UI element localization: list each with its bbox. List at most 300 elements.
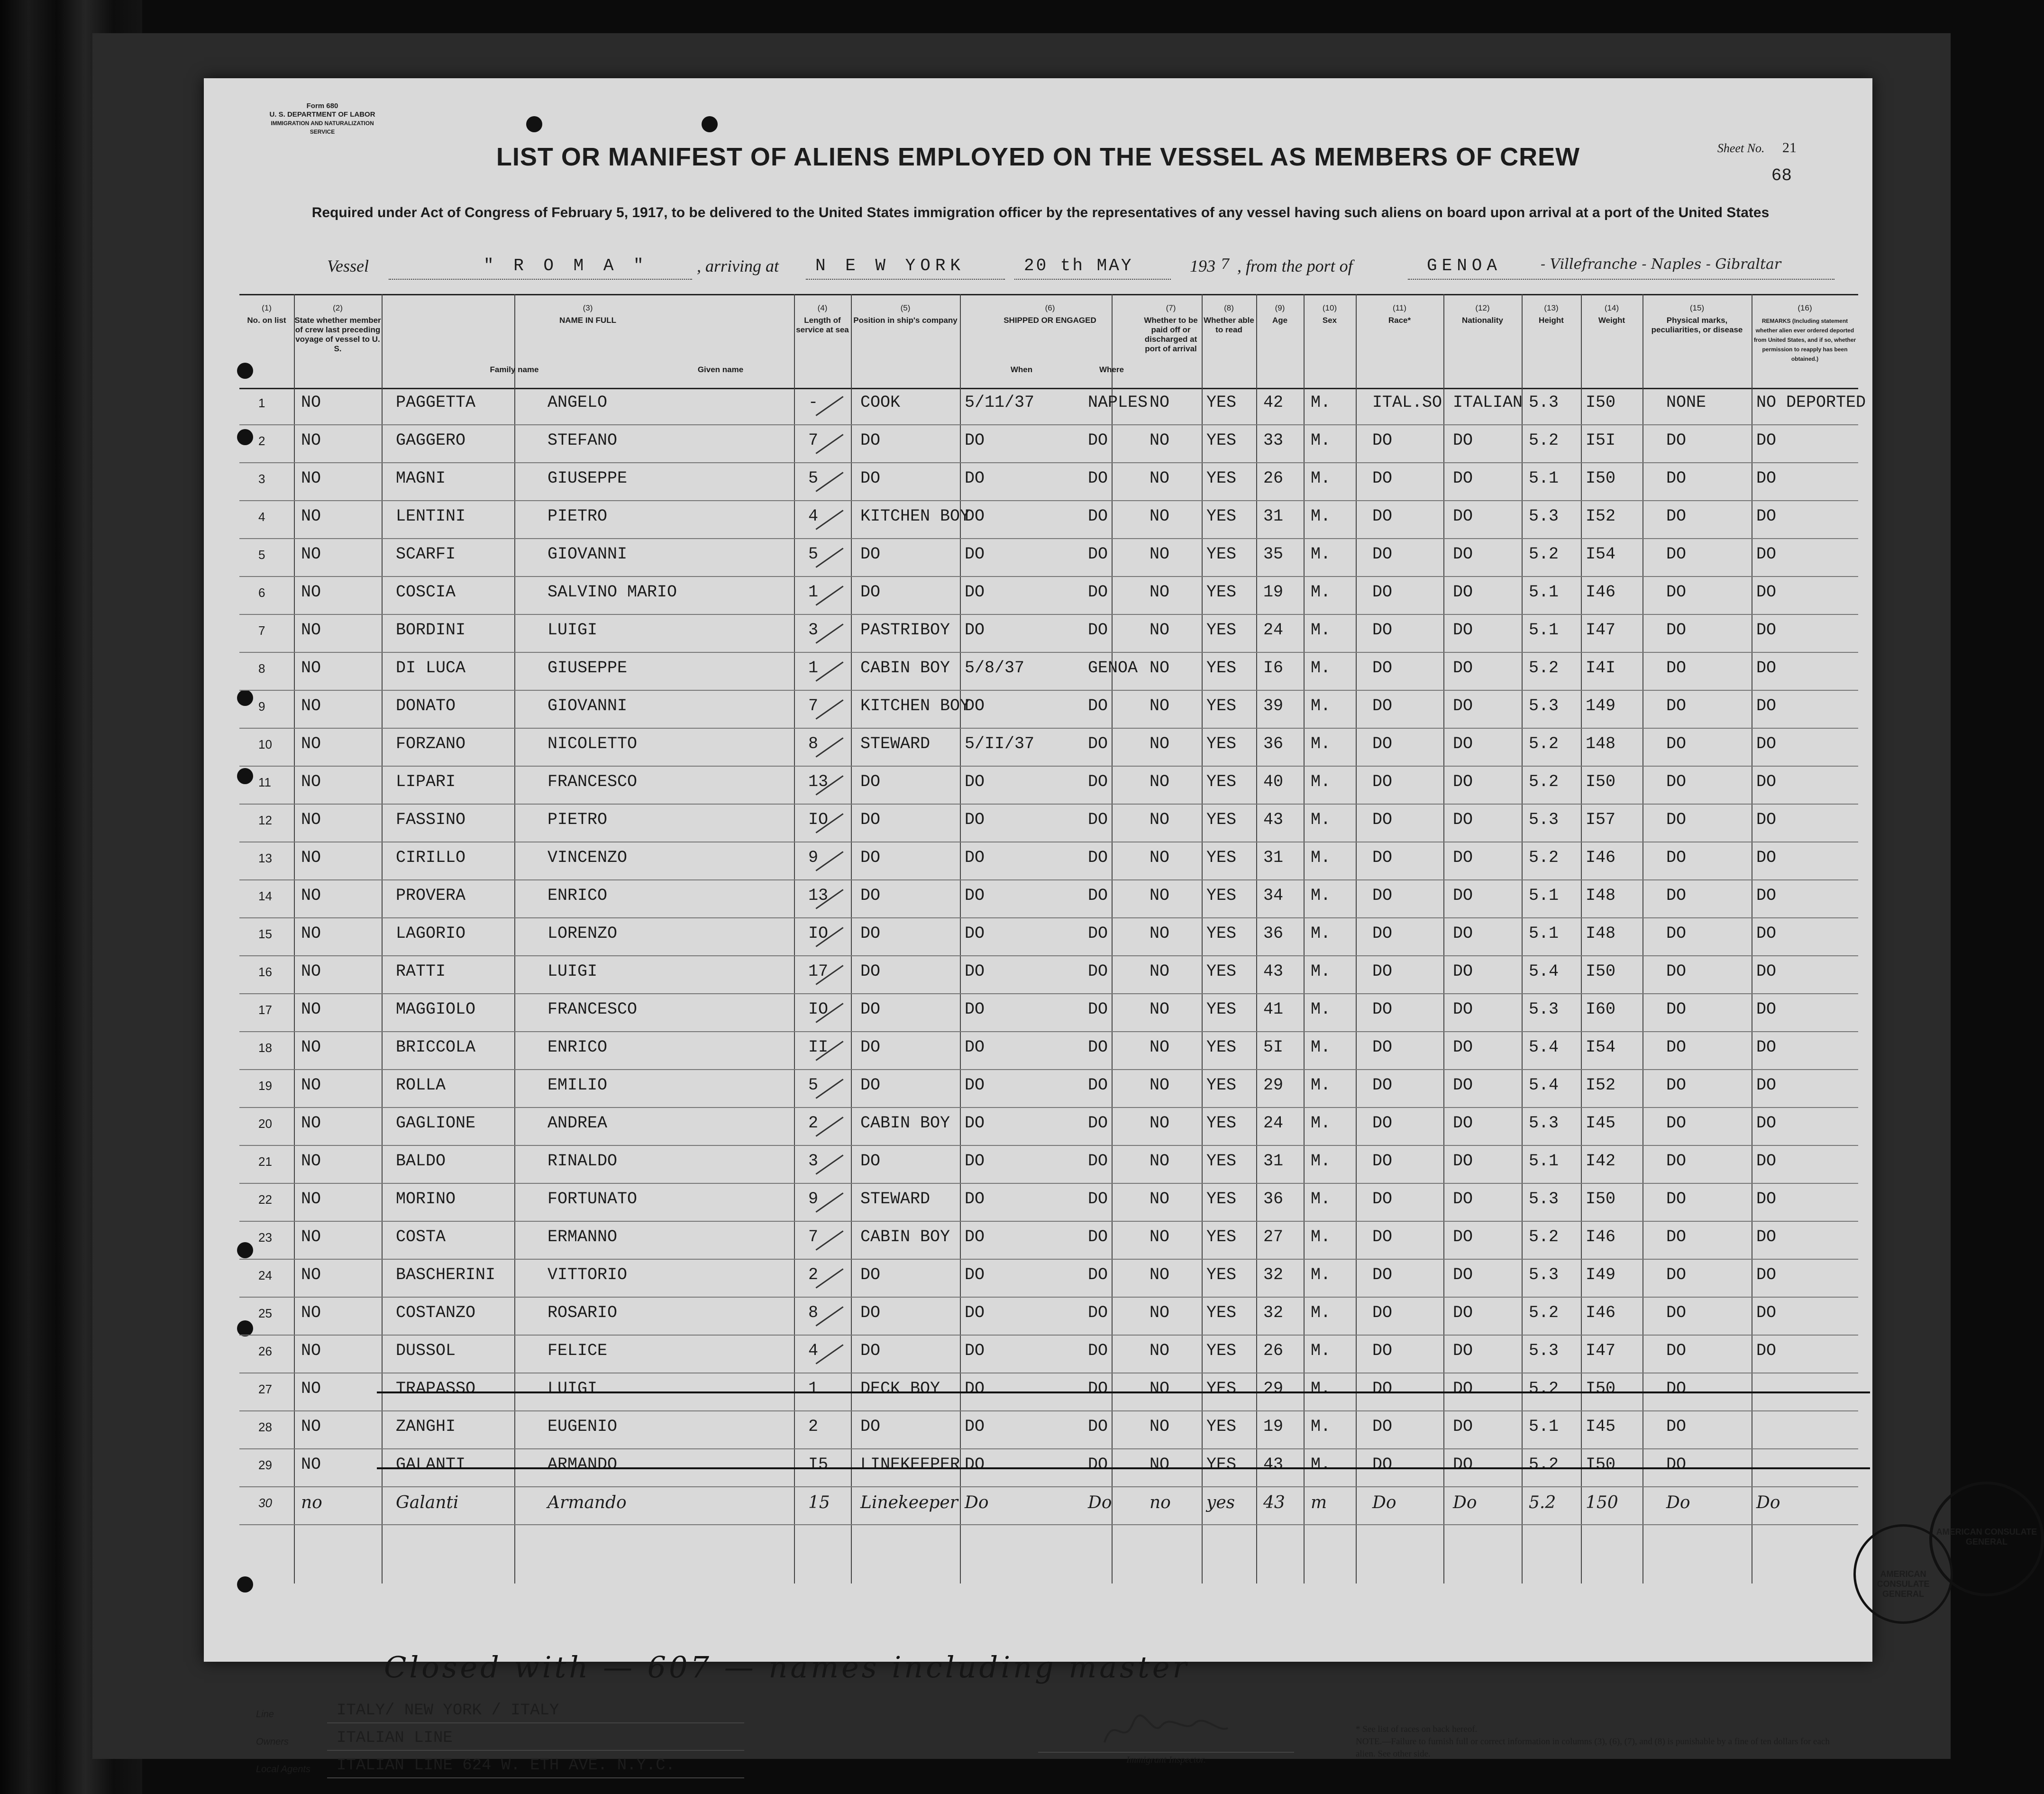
- cell-no: 26: [258, 1344, 272, 1358]
- cell-remarks: DO: [1756, 507, 1777, 526]
- cell-age: 40: [1263, 772, 1284, 791]
- cell-given: GIUSEPPE: [548, 469, 628, 488]
- cell-paid: NO: [1150, 772, 1170, 791]
- check-mark: [815, 1268, 843, 1289]
- cell-when: DO: [965, 1190, 985, 1208]
- cell-age: 19: [1263, 1417, 1284, 1436]
- cell-height: 5.3: [1529, 696, 1559, 715]
- cell-service: 5: [808, 469, 819, 488]
- cell-weight: I46: [1586, 848, 1616, 867]
- cell-weight: I50: [1586, 1455, 1616, 1474]
- cell-given: FRANCESCO: [548, 772, 638, 791]
- cell-nat: DO: [1453, 1455, 1473, 1474]
- closing-note: Closed with — 607 — names including master: [384, 1650, 1190, 1684]
- cell-race: DO: [1372, 621, 1393, 640]
- cell-race: DO: [1372, 1190, 1393, 1208]
- cell-read: YES: [1206, 962, 1237, 981]
- cell-service: 5: [808, 1076, 819, 1095]
- cell-read: YES: [1206, 1455, 1237, 1474]
- cell-weight: I45: [1586, 1417, 1616, 1436]
- cell-read: YES: [1206, 848, 1237, 867]
- cell-nat: DO: [1453, 1227, 1473, 1246]
- cell-read: YES: [1206, 1076, 1237, 1095]
- cell-prev: NO: [301, 772, 321, 791]
- cell-given: LUIGI: [548, 1379, 598, 1398]
- manifest-page: [204, 78, 2037, 1775]
- cell-paid: NO: [1150, 583, 1170, 602]
- cell-no: 21: [258, 1154, 272, 1169]
- cell-when: 5/11/37: [965, 393, 1035, 412]
- cell-nat: DO: [1453, 1379, 1473, 1398]
- column-label: SHIPPED OR ENGAGED: [1004, 316, 1096, 325]
- cell-family: TRAPASSO: [396, 1379, 476, 1398]
- footnotes: [1356, 1723, 1830, 1760]
- cell-age: 32: [1263, 1265, 1284, 1284]
- page-subtitle: Required under Act of Congress of February 5, 1917, to be delivered to the United States immigration officer by the representatives of any vessel having such aliens on board upon arrival at a port of the United States: [311, 205, 1770, 220]
- cell-where: DO: [1088, 1341, 1108, 1360]
- cell-service: 5: [808, 545, 819, 564]
- cell-prev: NO: [301, 1152, 321, 1171]
- agents-row: [256, 1755, 920, 1782]
- cell-height: 5.1: [1529, 886, 1559, 905]
- cell-marks: Do: [1666, 1493, 1690, 1512]
- cell-position: DO: [860, 1341, 881, 1360]
- cell-age: 29: [1263, 1076, 1284, 1095]
- punch-hole: [526, 116, 542, 132]
- cell-height: 5.3: [1529, 1000, 1559, 1019]
- cell-paid: NO: [1150, 1227, 1170, 1246]
- cell-read: YES: [1206, 1038, 1237, 1057]
- cell-race: DO: [1372, 848, 1393, 867]
- cell-age: 19: [1263, 583, 1284, 602]
- cell-race: DO: [1372, 734, 1393, 753]
- cell-sex: M.: [1311, 1265, 1331, 1284]
- cell-marks: DO: [1666, 1379, 1687, 1398]
- cell-weight: I46: [1586, 1303, 1616, 1322]
- cell-when: DO: [965, 810, 985, 829]
- cell-remarks: DO: [1756, 696, 1777, 715]
- check-mark: [815, 510, 843, 530]
- arriving-label: , arriving at: [697, 256, 779, 275]
- cell-family: BASCHERINI: [396, 1265, 496, 1284]
- cell-marks: DO: [1666, 621, 1687, 640]
- line-value: ITALY/ NEW YORK / ITALY: [337, 1702, 559, 1720]
- cell-race: DO: [1372, 1265, 1393, 1284]
- cell-age: 43: [1263, 1455, 1284, 1474]
- column-number: (8): [1224, 303, 1234, 312]
- cell-family: LENTINI: [396, 507, 466, 526]
- cell-service: 2: [808, 1114, 819, 1133]
- column-label: Position in ship's company: [853, 316, 958, 325]
- cell-given: FELICE: [548, 1341, 608, 1360]
- table-row: [239, 879, 1858, 918]
- table-row: [239, 500, 1858, 539]
- cell-height: 5.2: [1529, 1455, 1559, 1474]
- column-label: Length of service at sea: [796, 316, 849, 334]
- cell-where: DO: [1088, 545, 1108, 564]
- cell-service: 7: [808, 1227, 819, 1246]
- cell-sex: M.: [1311, 1000, 1331, 1019]
- cell-race: DO: [1372, 1417, 1393, 1436]
- cell-race: DO: [1372, 469, 1393, 488]
- cell-sex: M.: [1311, 1341, 1331, 1360]
- cell-height: 5.3: [1529, 393, 1559, 412]
- cell-remarks: DO: [1756, 734, 1777, 753]
- cell-service: 1: [808, 659, 819, 677]
- column-number: (11): [1393, 303, 1406, 312]
- cell-read: YES: [1206, 772, 1237, 791]
- cell-family: BORDINI: [396, 621, 466, 640]
- cell-remarks: DO: [1756, 772, 1777, 791]
- cell-when: DO: [965, 507, 985, 526]
- column-number: (9): [1275, 303, 1285, 312]
- agents-value: ITALIAN LINE 624 W. ETH AVE. N.Y.C.: [337, 1757, 675, 1775]
- cell-given: PIETRO: [548, 810, 608, 829]
- cell-sex: M.: [1311, 621, 1331, 640]
- cell-weight: I4I: [1586, 659, 1616, 677]
- cell-sex: M.: [1311, 848, 1331, 867]
- cell-read: YES: [1206, 1227, 1237, 1246]
- cell-when: 5/II/37: [965, 734, 1035, 753]
- cell-paid: NO: [1150, 1038, 1170, 1057]
- table-row: [239, 917, 1858, 956]
- cell-age: 5I: [1263, 1038, 1284, 1057]
- cell-service: I5: [808, 1455, 829, 1474]
- crew-table: [239, 294, 1866, 1583]
- department: U. S. DEPARTMENT OF LABOR: [269, 110, 375, 119]
- cell-when: DO: [965, 1114, 985, 1133]
- cell-weight: I42: [1586, 1152, 1616, 1171]
- cell-when: DO: [965, 1265, 985, 1284]
- cell-race: DO: [1372, 1114, 1393, 1133]
- cell-nat: Do: [1453, 1493, 1477, 1512]
- cell-read: YES: [1206, 583, 1237, 602]
- cell-remarks: DO: [1756, 1038, 1777, 1057]
- table-row: [239, 1183, 1858, 1222]
- column-label: Whether able to read: [1204, 316, 1254, 334]
- cell-where: DO: [1088, 1038, 1108, 1057]
- cell-nat: ITALIAN: [1453, 393, 1523, 412]
- cell-weight: I48: [1586, 886, 1616, 905]
- cell-given: GIOVANNI: [548, 545, 628, 564]
- cell-paid: NO: [1150, 1341, 1170, 1360]
- cell-height: 5.2: [1529, 431, 1559, 450]
- cell-paid: NO: [1150, 1000, 1170, 1019]
- cell-height: 5.2: [1529, 1303, 1559, 1322]
- cell-weight: I54: [1586, 1038, 1616, 1057]
- from-port-label: , from the port of: [1237, 256, 1353, 275]
- cell-prev: NO: [301, 1417, 321, 1436]
- cell-race: DO: [1372, 1038, 1393, 1057]
- cell-race: DO: [1372, 1341, 1393, 1360]
- cell-prev: NO: [301, 1076, 321, 1095]
- table-row: [239, 1297, 1858, 1336]
- cell-paid: NO: [1150, 469, 1170, 488]
- cell-age: 26: [1263, 1341, 1284, 1360]
- cell-no: 11: [258, 775, 271, 789]
- cell-paid: NO: [1150, 621, 1170, 640]
- cell-paid: NO: [1150, 1417, 1170, 1436]
- cell-remarks: DO: [1756, 1076, 1777, 1095]
- cell-paid: NO: [1150, 848, 1170, 867]
- table-row: [239, 1335, 1858, 1373]
- cell-race: Do: [1372, 1493, 1396, 1512]
- cell-weight: 148: [1586, 734, 1616, 753]
- cell-remarks: DO: [1756, 886, 1777, 905]
- cell-nat: DO: [1453, 1076, 1473, 1095]
- vessel-name: " R O M A ": [484, 256, 648, 275]
- cell-given: LUIGI: [548, 621, 598, 640]
- cell-where: DO: [1088, 696, 1108, 715]
- cell-where: DO: [1088, 1379, 1108, 1398]
- cell-prev: NO: [301, 1455, 321, 1474]
- column-number: (13): [1544, 303, 1559, 312]
- cell-position: DO: [860, 469, 881, 488]
- cell-prev: NO: [301, 507, 321, 526]
- check-mark: [815, 699, 843, 720]
- arriving-port: N E W YORK: [815, 256, 966, 275]
- table-row: [239, 462, 1858, 501]
- cell-race: DO: [1372, 1076, 1393, 1095]
- cell-given: Armando: [548, 1493, 627, 1512]
- cell-service: 2: [808, 1417, 819, 1436]
- consulate-stamp: [1853, 1524, 1953, 1624]
- check-mark: [815, 1117, 843, 1137]
- cell-nat: DO: [1453, 507, 1473, 526]
- cell-race: DO: [1372, 659, 1393, 677]
- cell-when: DO: [965, 621, 985, 640]
- cell-read: YES: [1206, 1341, 1237, 1360]
- cell-read: YES: [1206, 1303, 1237, 1322]
- cell-when: DO: [965, 772, 985, 791]
- cell-position: DO: [860, 772, 881, 791]
- cell-height: 5.1: [1529, 469, 1559, 488]
- cell-age: 32: [1263, 1303, 1284, 1322]
- cell-position: DO: [860, 810, 881, 829]
- cell-where: DO: [1088, 1152, 1108, 1171]
- cell-height: 5.1: [1529, 583, 1559, 602]
- cell-read: YES: [1206, 1114, 1237, 1133]
- cell-remarks: DO: [1756, 924, 1777, 943]
- cell-when: DO: [965, 583, 985, 602]
- cell-age: 36: [1263, 1190, 1284, 1208]
- cell-prev: NO: [301, 1227, 321, 1246]
- cell-where: DO: [1088, 734, 1108, 753]
- cell-marks: DO: [1666, 1114, 1687, 1133]
- cell-sex: M.: [1311, 924, 1331, 943]
- cell-given: FORTUNATO: [548, 1190, 638, 1208]
- cell-sex: M.: [1311, 545, 1331, 564]
- table-row: [239, 1486, 1858, 1525]
- cell-remarks: DO: [1756, 962, 1777, 981]
- owners-value: ITALIAN LINE: [337, 1729, 453, 1747]
- cell-family: Galanti: [396, 1493, 459, 1512]
- table-row: [239, 955, 1858, 994]
- cell-marks: DO: [1666, 545, 1687, 564]
- table-row: [239, 1031, 1858, 1070]
- cell-remarks: DO: [1756, 1227, 1777, 1246]
- cell-marks: DO: [1666, 469, 1687, 488]
- cell-height: 5.3: [1529, 1190, 1559, 1208]
- check-mark: [815, 623, 843, 644]
- cell-when: DO: [965, 431, 985, 450]
- cell-family: DUSSOL: [396, 1341, 456, 1360]
- cell-height: 5.1: [1529, 1417, 1559, 1436]
- cell-marks: DO: [1666, 696, 1687, 715]
- cell-race: DO: [1372, 507, 1393, 526]
- cell-paid: NO: [1150, 886, 1170, 905]
- cell-given: ENRICO: [548, 1038, 608, 1057]
- cell-paid: NO: [1150, 1303, 1170, 1322]
- cell-given: PIETRO: [548, 507, 608, 526]
- column-subheader: Family name: [490, 365, 539, 374]
- cell-marks: DO: [1666, 431, 1687, 450]
- cell-when: DO: [965, 848, 985, 867]
- cell-marks: DO: [1666, 734, 1687, 753]
- column-label: Height: [1539, 316, 1564, 325]
- cell-read: YES: [1206, 734, 1237, 753]
- cell-position: COOK: [860, 393, 901, 412]
- cell-paid: NO: [1150, 659, 1170, 677]
- cell-nat: DO: [1453, 1265, 1473, 1284]
- cell-when: DO: [965, 1455, 985, 1474]
- cell-given: GIUSEPPE: [548, 659, 628, 677]
- cell-sex: M.: [1311, 696, 1331, 715]
- column-number: (3): [583, 303, 593, 312]
- cell-no: 8: [258, 661, 265, 676]
- table-row: [239, 842, 1858, 880]
- cell-remarks: DO: [1756, 659, 1777, 677]
- table-row: [239, 424, 1858, 463]
- cell-race: DO: [1372, 810, 1393, 829]
- cell-remarks: DO: [1756, 621, 1777, 640]
- cell-where: GENOA: [1088, 659, 1138, 677]
- cell-weight: I50: [1586, 772, 1616, 791]
- cell-service: 8: [808, 1303, 819, 1322]
- cell-marks: DO: [1666, 1417, 1687, 1436]
- cell-race: DO: [1372, 1227, 1393, 1246]
- cell-no: 19: [258, 1079, 272, 1093]
- cell-where: Do: [1088, 1493, 1112, 1512]
- cell-read: YES: [1206, 1379, 1237, 1398]
- cell-sex: M.: [1311, 1303, 1331, 1322]
- column-header-11: [1356, 303, 1443, 325]
- column-label: REMARKS (Including statement whether alien ever ordered deported from United States, and if so, whether permission to reapply has been obtained.): [1753, 318, 1856, 362]
- cell-age: 36: [1263, 924, 1284, 943]
- cell-where: NAPLES: [1088, 393, 1148, 412]
- column-header-7: [1140, 303, 1202, 354]
- cell-given: ERMANNO: [548, 1227, 618, 1246]
- column-number: (14): [1604, 303, 1619, 312]
- table-row: [239, 766, 1858, 805]
- cell-service: 7: [808, 431, 819, 450]
- cell-age: 31: [1263, 848, 1284, 867]
- cell-where: DO: [1088, 886, 1108, 905]
- cell-sex: M.: [1311, 1227, 1331, 1246]
- check-mark: [815, 851, 843, 871]
- cell-paid: NO: [1150, 431, 1170, 450]
- cell-position: DO: [860, 886, 881, 905]
- cell-sex: M.: [1311, 1190, 1331, 1208]
- cell-given: VITTORIO: [548, 1265, 628, 1284]
- cell-nat: DO: [1453, 924, 1473, 943]
- cell-paid: NO: [1150, 1076, 1170, 1095]
- cell-nat: DO: [1453, 621, 1473, 640]
- cell-no: 3: [258, 472, 265, 486]
- cell-no: 1: [258, 396, 265, 410]
- cell-no: 14: [258, 889, 272, 903]
- column-header-10: [1304, 303, 1356, 325]
- cell-race: DO: [1372, 583, 1393, 602]
- cell-when: DO: [965, 886, 985, 905]
- cell-marks: DO: [1666, 1038, 1687, 1057]
- cell-where: DO: [1088, 1417, 1108, 1436]
- cell-weight: I48: [1586, 924, 1616, 943]
- cell-position: DO: [860, 848, 881, 867]
- cell-read: YES: [1206, 696, 1237, 715]
- cell-weight: I49: [1586, 1265, 1616, 1284]
- cell-where: DO: [1088, 469, 1108, 488]
- cell-weight: I50: [1586, 962, 1616, 981]
- cell-where: DO: [1088, 507, 1108, 526]
- punch-hole: [702, 116, 718, 132]
- cell-family: DI LUCA: [396, 659, 466, 677]
- cell-height: 5.1: [1529, 924, 1559, 943]
- cell-nat: DO: [1453, 431, 1473, 450]
- cell-no: 7: [258, 623, 265, 638]
- cell-where: DO: [1088, 621, 1108, 640]
- cell-paid: NO: [1150, 1379, 1170, 1398]
- cell-no: 16: [258, 965, 272, 979]
- cell-weight: I54: [1586, 545, 1616, 564]
- page-stamp-number: 68: [1771, 166, 1792, 185]
- cell-remarks: DO: [1756, 431, 1777, 450]
- sheet-label: Sheet No.: [1717, 141, 1765, 155]
- table-row: [239, 1373, 1858, 1411]
- cell-position: KITCHEN BOY: [860, 696, 970, 715]
- column-header-13: [1522, 303, 1581, 325]
- sheet-value: 21: [1782, 140, 1797, 156]
- cell-service: 4: [808, 1341, 819, 1360]
- cell-paid: NO: [1150, 924, 1170, 943]
- cell-position: DECK BOY: [860, 1379, 940, 1398]
- vessel-line: [327, 256, 1844, 284]
- table-row: [239, 1259, 1858, 1298]
- cell-sex: M.: [1311, 583, 1331, 602]
- cell-nat: DO: [1453, 1190, 1473, 1208]
- cell-height: 5.1: [1529, 1152, 1559, 1171]
- cell-where: DO: [1088, 1455, 1108, 1474]
- cell-where: DO: [1088, 1190, 1108, 1208]
- inspector-block: [1038, 1709, 1294, 1766]
- cell-service: II: [808, 1038, 829, 1057]
- cell-prev: NO: [301, 1341, 321, 1360]
- cell-remarks: DO: [1756, 848, 1777, 867]
- cell-sex: M.: [1311, 734, 1331, 753]
- cell-race: DO: [1372, 545, 1393, 564]
- cell-when: DO: [965, 1152, 985, 1171]
- column-header-12: [1443, 303, 1522, 325]
- column-label: Weight: [1598, 316, 1625, 325]
- cell-position: CABIN BOY: [860, 659, 950, 677]
- cell-height: 5.3: [1529, 1265, 1559, 1284]
- cell-age: I6: [1263, 659, 1284, 677]
- cell-sex: M.: [1311, 1379, 1331, 1398]
- races-note: * See list of races on back hereof.: [1356, 1724, 1478, 1734]
- cell-service: -: [808, 393, 819, 412]
- table-row: [239, 1069, 1858, 1108]
- cell-service: IO: [808, 1000, 829, 1019]
